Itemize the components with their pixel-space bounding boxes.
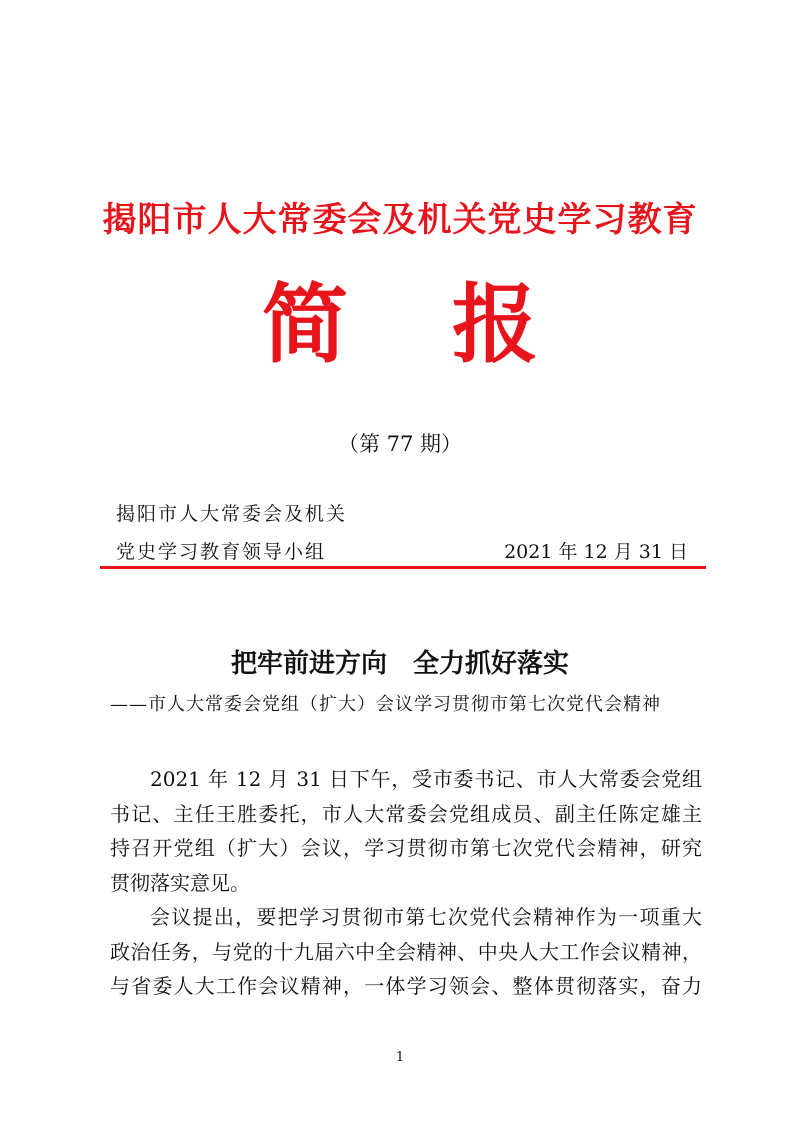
issuer-line-2: 党史学习教育领导小组 bbox=[116, 541, 327, 563]
issue-date: 2021 年 12 月 31 日 bbox=[504, 541, 688, 563]
paragraph-2-line: 政治任务，与党的十九届六中全会精神、中央人大工作会议精神， bbox=[110, 939, 702, 964]
issuer-block bbox=[116, 495, 347, 571]
paragraph-1-line: 贯彻落实意见。 bbox=[110, 870, 250, 895]
paragraph-1-line: 持召开党组（扩大）会议，学习贯彻市第七次党代会精神，研究 bbox=[110, 836, 702, 860]
article-body bbox=[110, 762, 702, 1004]
bulletin-title bbox=[0, 275, 800, 375]
paragraph-2-line: 与省委人大工作会议精神，一体学习领会、整体贯彻落实，奋力 bbox=[110, 974, 702, 998]
paragraph-1-line: 书记、主任王胜委托，市人大常委会党组成员、副主任陈定雄主 bbox=[110, 801, 702, 826]
org-title: 揭阳市人大常委会及机关党史学习教育 bbox=[102, 200, 698, 240]
article-title: 把牢前进方向 全力抓好落实 bbox=[230, 649, 569, 679]
issue-number: （第 77 期） bbox=[337, 432, 463, 456]
bulletin-title-char-1: 简 bbox=[262, 275, 348, 375]
red-divider bbox=[100, 566, 706, 569]
article-subtitle: ——市人大常委会党组（扩大）会议学习贯彻市第七次党代会精神 bbox=[110, 694, 661, 715]
page-number: 1 bbox=[395, 1050, 405, 1065]
issuer-line-1: 揭阳市人大常委会及机关 bbox=[116, 503, 348, 525]
paragraph-2-line: 会议提出，要把学习贯彻市第七次党代会精神作为一项重大 bbox=[150, 905, 702, 929]
paragraph-1-line: 2021 年 12 月 31 日下午，受市委书记、市人大常委会党组 bbox=[150, 767, 702, 791]
bulletin-title-char-2: 报 bbox=[452, 275, 538, 375]
